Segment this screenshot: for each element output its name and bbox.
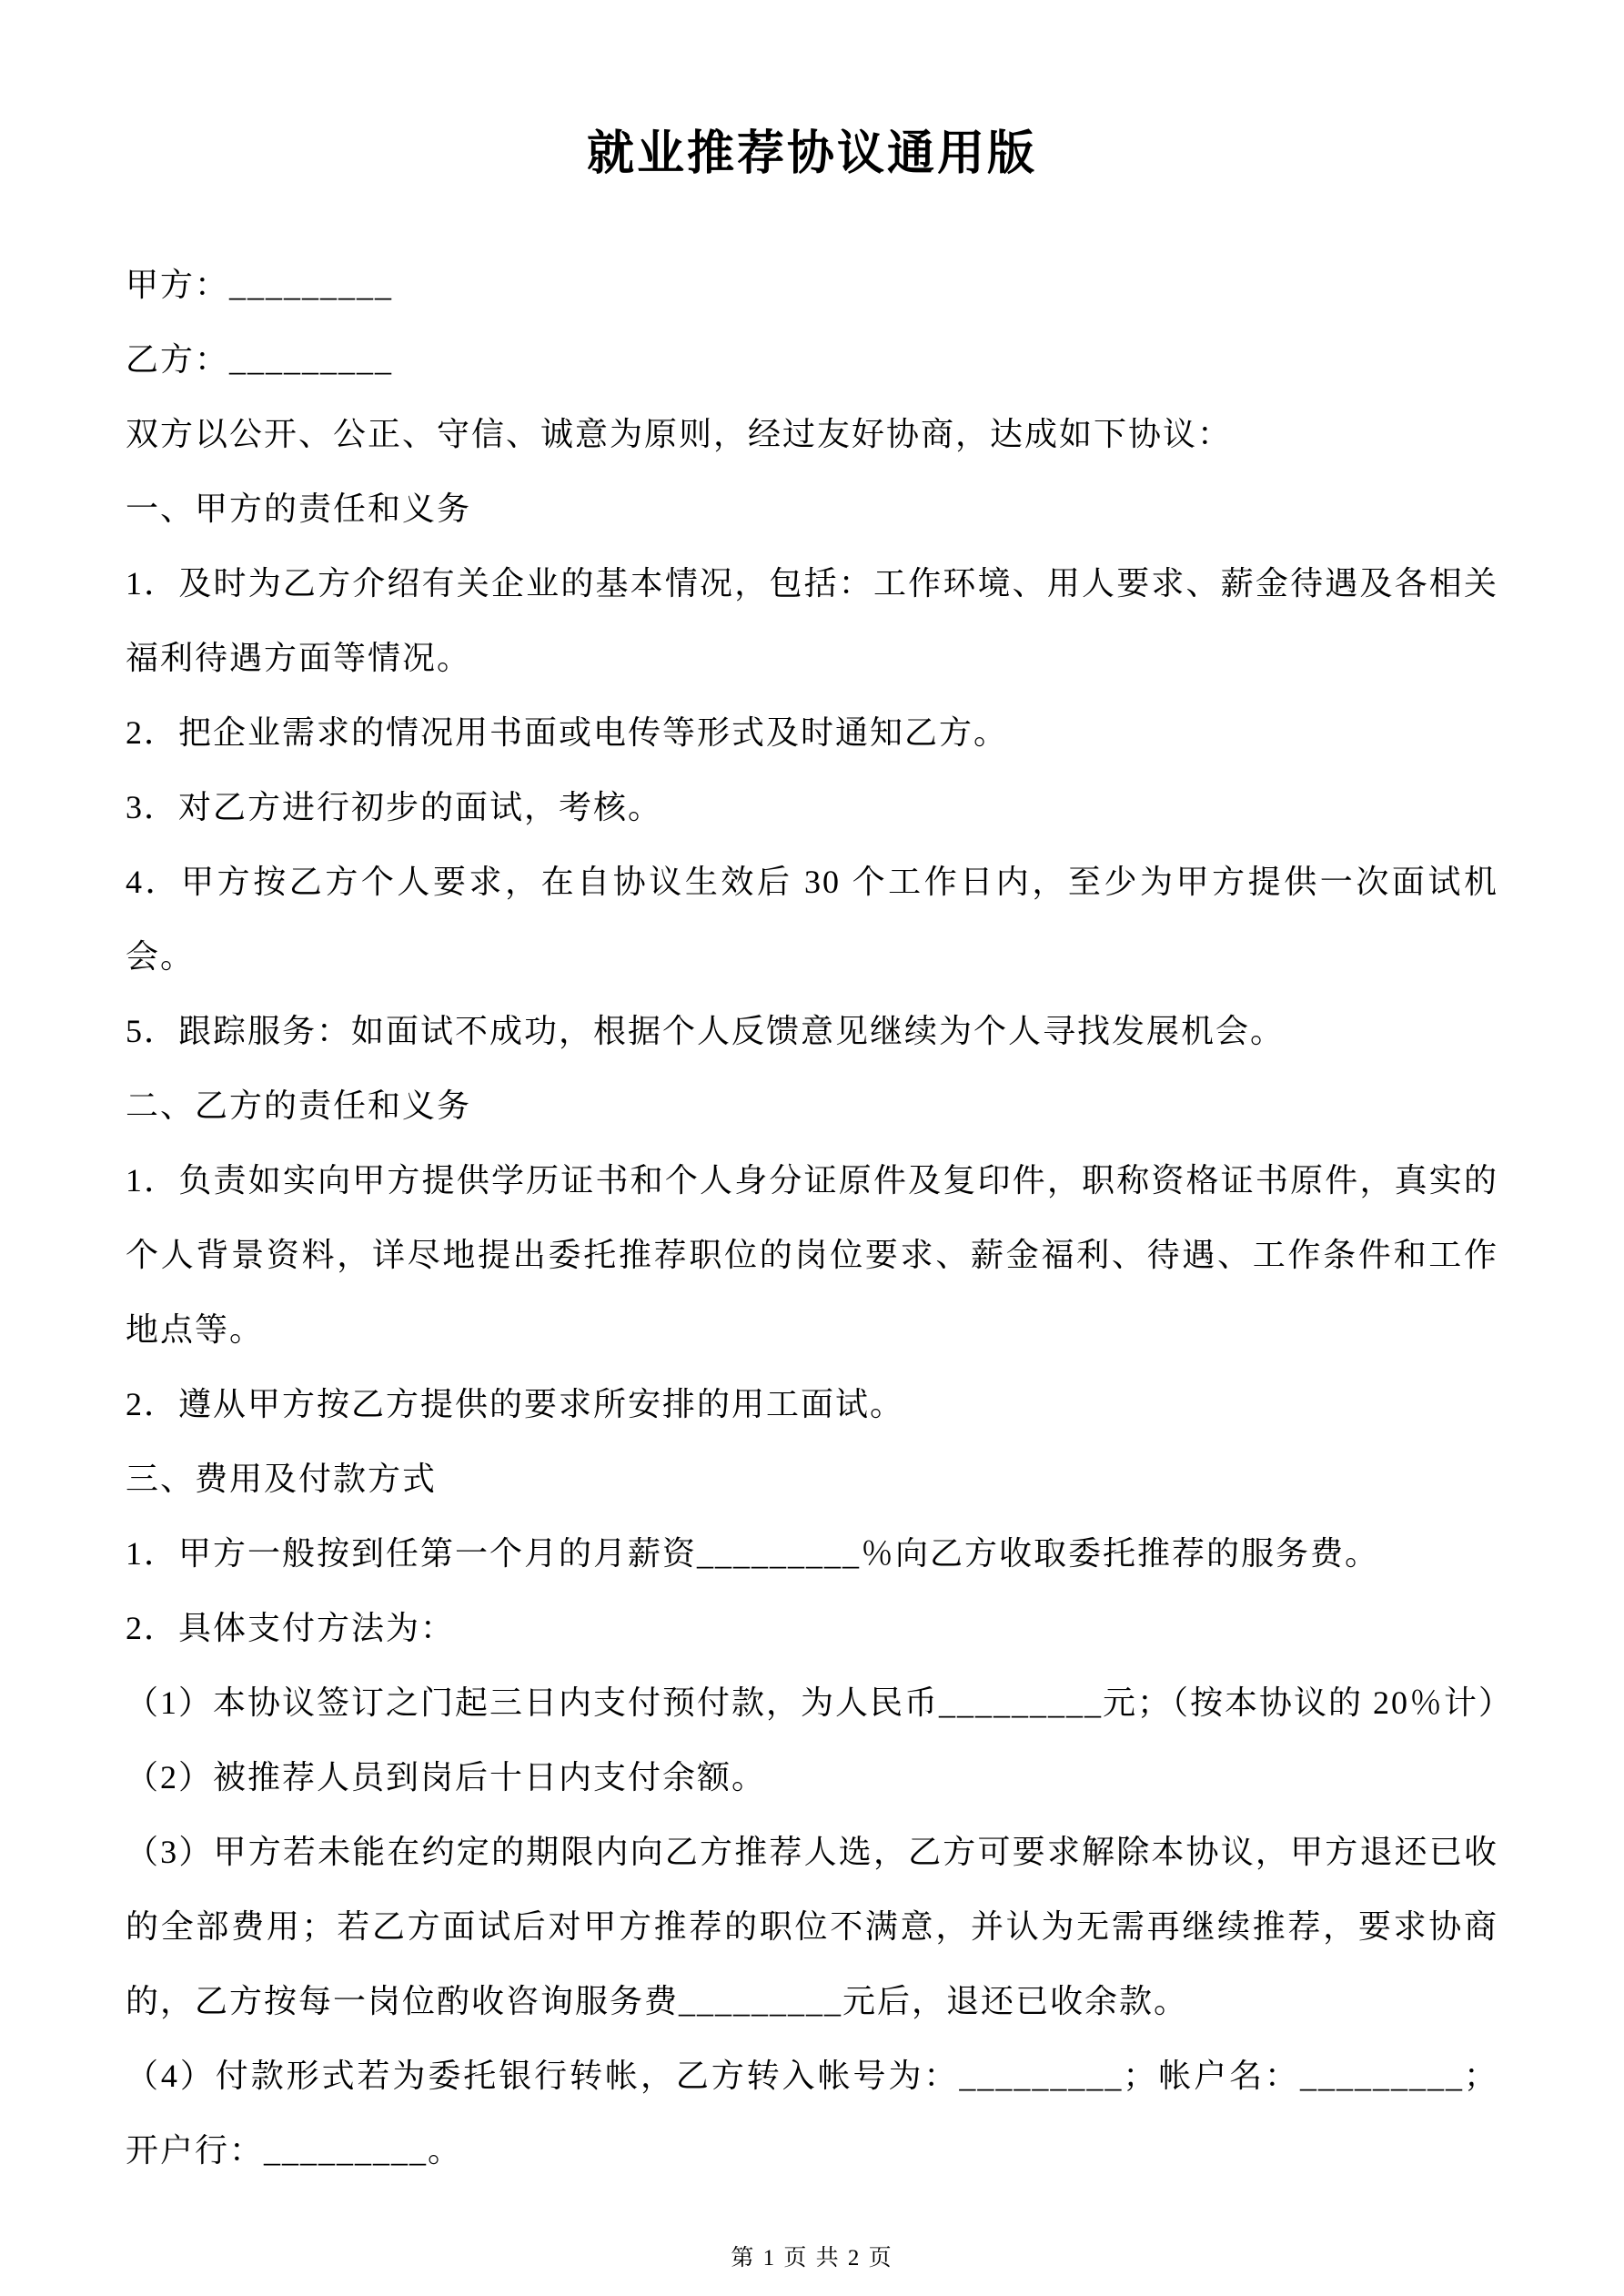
paragraph: 1．及时为乙方介绍有关企业的基本情况，包括：工作环境、用人要求、薪金待遇及各相关福利待遇方面等情况。 bbox=[126, 565, 1498, 676]
paragraph: 1．甲方一般按到任第一个月的月薪资_________％向乙方收取委托推荐的服务费。 bbox=[126, 1535, 1380, 1572]
paragraph: （3）甲方若未能在约定的期限内向乙方推荐人选，乙方可要求解除本协议，甲方退还已收的全部费用；若乙方面试后对甲方推荐的职位不满意，并认为无需再继续推荐，要求协商的，乙方按每一岗位酌收咨询服务费_________元后，退还已收余款。 bbox=[126, 1834, 1498, 2019]
paragraph: （4）付款形式若为委托银行转帐，乙方转入帐号为：_________；帐户名：_________；开户行：_________。 bbox=[126, 2058, 1498, 2169]
paragraph: 甲方：_________ bbox=[126, 267, 394, 303]
paragraph: 3．对乙方进行初步的面试，考核。 bbox=[126, 789, 663, 825]
paragraph: （2）被推荐人员到岗后十日内支付余额。 bbox=[126, 1759, 767, 1795]
paragraph: 4．甲方按乙方个人要求，在自协议生效后 30 个工作日内，至少为甲方提供一次面试机会。 bbox=[126, 864, 1498, 975]
paragraph: 1．负责如实向甲方提供学历证书和个人身分证原件及复印件，职称资格证书原件，真实的个人背景资料，详尽地提出委托推荐职位的岗位要求、薪金福利、待遇、工作条件和工作地点等。 bbox=[126, 1162, 1498, 1348]
paragraph: 双方以公开、公正、守信、诚意为原则，经过友好协商，达成如下协议： bbox=[126, 416, 1233, 452]
paragraph: 三、费用及付款方式 bbox=[126, 1461, 438, 1497]
paragraph: 2．把企业需求的情况用书面或电传等形式及时通知乙方。 bbox=[126, 714, 1009, 751]
paragraph: 乙方：_________ bbox=[126, 341, 394, 378]
page-number-footer: 第 1 页 共 2 页 bbox=[731, 2246, 893, 2271]
paragraph: 2．遵从甲方按乙方提供的要求所安排的用工面试。 bbox=[126, 1386, 905, 1422]
paragraph: （1）本协议签订之门起三日内支付预付款，为人民币_________元；（按本协议的 20％计） bbox=[126, 1684, 1514, 1721]
paragraph: 2．具体支付方法为： bbox=[126, 1610, 456, 1646]
document-body bbox=[126, 248, 1514, 2188]
paragraph: 一、甲方的责任和义务 bbox=[126, 491, 472, 527]
paragraph: 二、乙方的责任和义务 bbox=[126, 1087, 472, 1124]
document-title: 就业推荐协议通用版 bbox=[586, 128, 1037, 180]
paragraph: 5．跟踪服务：如面试不成功，根据个人反馈意见继续为个人寻找发展机会。 bbox=[126, 1013, 1286, 1049]
